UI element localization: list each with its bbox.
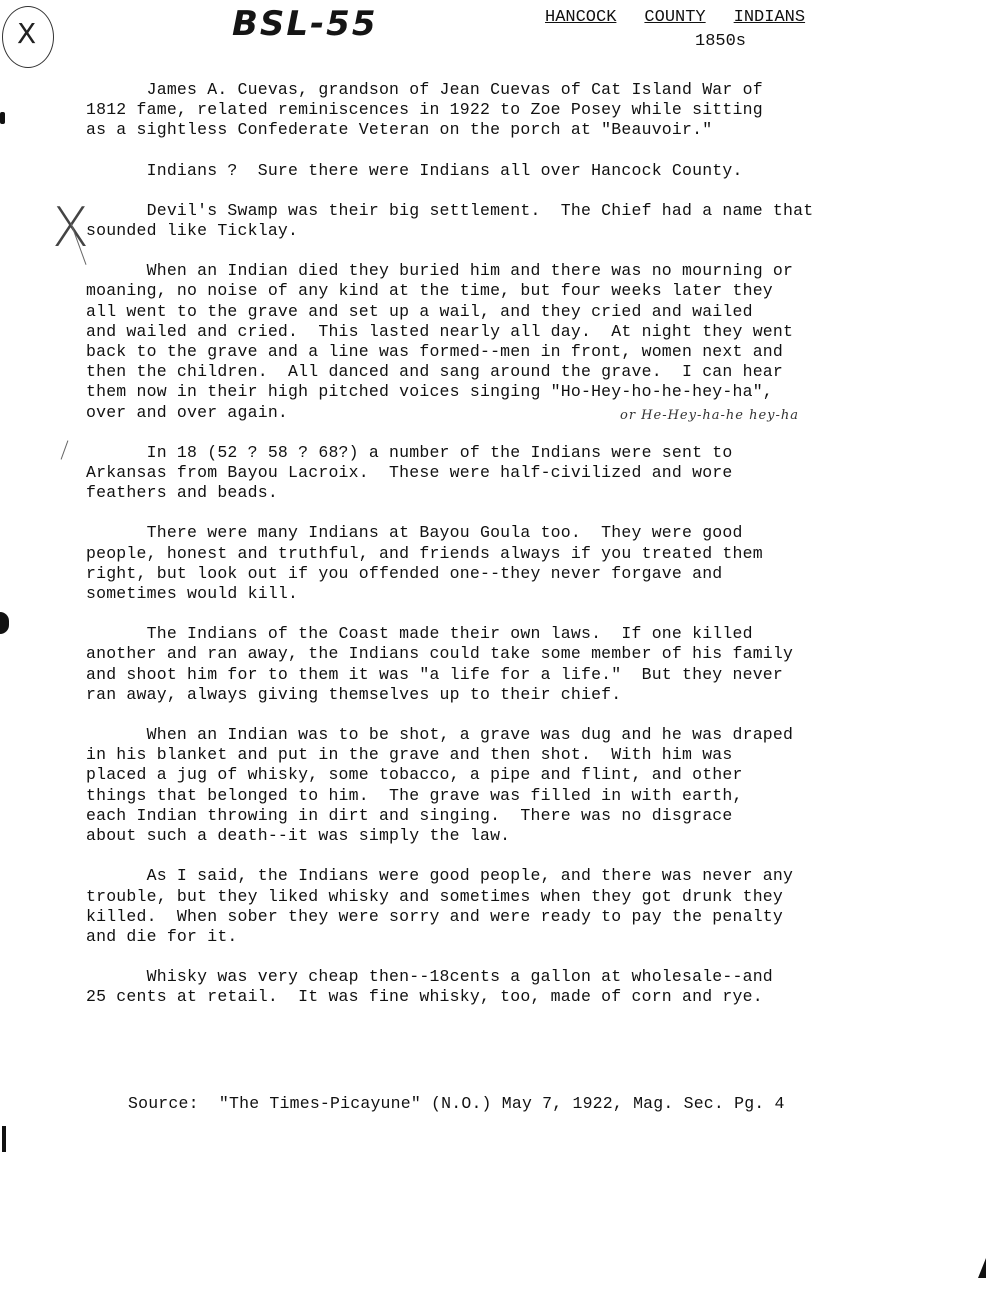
header-word-indians: INDIANS [733,8,806,27]
scan-mark [0,112,5,124]
document-body [86,80,956,1028]
scan-mark [978,1258,986,1278]
header-title [545,6,845,30]
margin-x-mark: X [52,196,89,259]
document-header [545,6,845,54]
header-word-hancock: HANCOCK [545,8,617,27]
circled-x-mark [2,6,54,68]
header-date: 1850s [695,32,747,51]
paragraph-6: There were many Indians at Bayou Goula too. They were good people, honest and truthful, and friends always if you treated them right, but look out if you offended one--they never forgave and sometimes would kill. [86,523,763,604]
handwritten-margin-note: or He-Hey-ha-he hey-ha [620,408,800,423]
scan-mark [0,612,9,634]
paragraph-1: James A. Cuevas, grandson of Jean Cuevas of Cat Island War of 1812 fame, related reminiscences in 1922 to Zoe Posey while sitting as a sightless Confederate Veteran on the porch at "Beauvoir." [86,80,763,140]
scan-mark [2,1126,6,1152]
paragraph-10: Whisky was very cheap then--18cents a gallon at wholesale--and 25 cents at retail. It was fine whisky, too, made of corn and rye. [86,967,773,1007]
paragraph-2: Indians ? Sure there were Indians all over Hancock County. [86,160,743,180]
circled-x-text: X [17,17,37,50]
pencil-stroke [61,440,69,459]
handwritten-id-label: BSL-55 [232,4,378,44]
paragraph-7: The Indians of the Coast made their own laws. If one killed another and ran away, the Indians could take some member of his family and shoot him for to them it was "a life for a life." But they never ran away, always giving themselves up to their chief. [86,624,794,704]
paragraph-3: Devil's Swamp was their big settlement. The Chief had a name that sounded like Ticklay. [86,200,814,241]
paragraph-8: When an Indian was to be shot, a grave was dug and he was draped in his blanket and put in the grave and then shot. With him was placed a jug of whisky, some tobacco, a pipe and flint, and other things that belonged to him. The grave was filled in with earth, each Indian throwing in dirt and singing. There was no disgrace about such a death--it was simply the law. [86,725,794,846]
paragraph-4: When an Indian died they buried him and there was no mourning or moaning, no noise of any kind at the time, but four weeks later they all went to the grave and set up a wail, and they cried and wailed and wailed and cried. This lasted nearly all day. At night they went back to the grave and a line was formed--men in front, women next and then the children. All danced and sang around the grave. I can hear them now in their high pitched voices singing "Ho-Hey-ho-he-hey-ha", over and over again. [86,261,794,422]
header-word-county: COUNTY [644,8,706,27]
source-citation: Source: "The Times-Picayune" (N.O.) May 7, 1922, Mag. Sec. Pg. 4 [128,1094,785,1113]
paragraph-5: In 18 (52 ? 58 ? 68?) a number of the Indians were sent to Arkansas from Bayou Lacroix. These were half-civilized and wore feathers and beads. [86,442,733,503]
paragraph-9: As I said, the Indians were good people, and there was never any trouble, but they liked whisky and sometimes when they got drunk they killed. When sober they were sorry and were ready to pay the penalty and die for it. [86,866,794,946]
